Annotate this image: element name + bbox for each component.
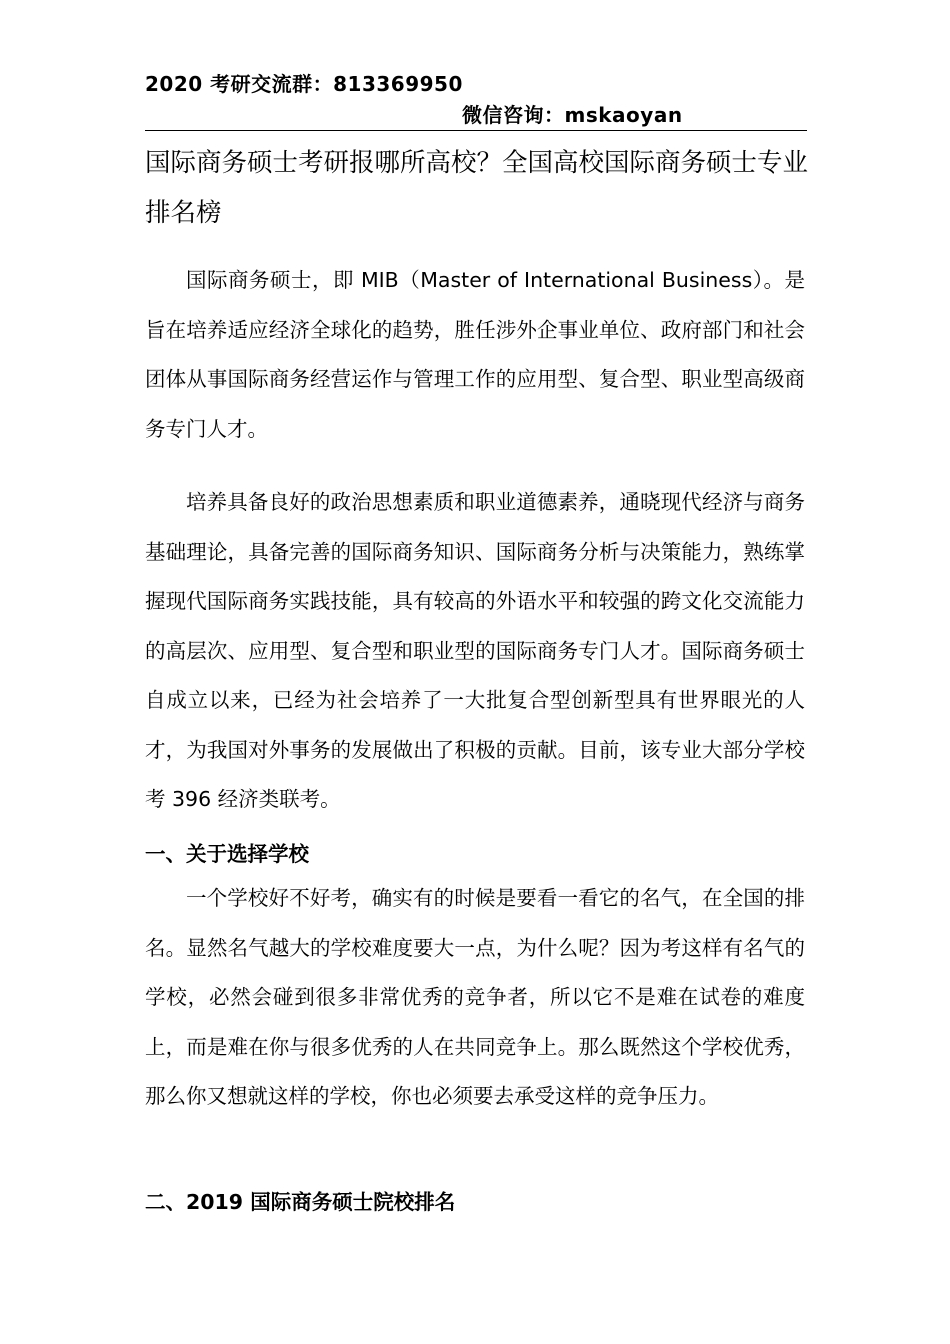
page-header (145, 68, 807, 131)
intro-paragraph: 国际商务硕士，即 MIB（Master of International Business）。是旨在培养适应经济全球化的趋势，胜任涉外企事业单位、政府部门和社会团体从事国际商务经营运作与管理工作的应用型、复合型、职业型高级商务专门人才。 (145, 268, 805, 441)
section-heading-school-choice: 一、关于选择学校 (145, 842, 309, 866)
document-title: 国际商务硕士考研报哪所高校？全国高校国际商务硕士专业排名榜 (145, 148, 809, 228)
wechat-contact: 微信咨询：mskaoyan (462, 103, 683, 127)
school-choice-paragraph: 一个学校好不好考，确实有的时候是要看一看它的名气，在全国的排名。显然名气越大的学校难度要大一点，为什么呢？因为考这样有名气的学校，必然会碰到很多非常优秀的竞争者，所以它不是难在试卷的难度上，而是难在你与很多优秀的人在共同竞争上。那么既然这个学校优秀，那么你又想就这样的学校，你也必须要去承受这样的竞争压力。 (145, 886, 805, 1108)
training-goals-paragraph: 培养具备良好的政治思想素质和职业道德素养，通晓现代经济与商务基础理论，具备完善的国际商务知识、国际商务分析与决策能力，熟练掌握现代国际商务实践技能，具有较高的外语水平和较强的跨文化交流能力的高层次、应用型、复合型和职业型的国际商务专门人才。国际商务硕士自成立以来，已经为社会培养了一大批复合型创新型具有世界眼光的人才，为我国对外事务的发展做出了积极的贡献。目前，该专业大部分学校考 396 经济类联考。 (145, 490, 805, 811)
section-heading-ranking: 二、2019 国际商务硕士院校排名 (145, 1190, 456, 1214)
exam-group-contact: 2020 考研交流群：813369950 (145, 72, 463, 96)
